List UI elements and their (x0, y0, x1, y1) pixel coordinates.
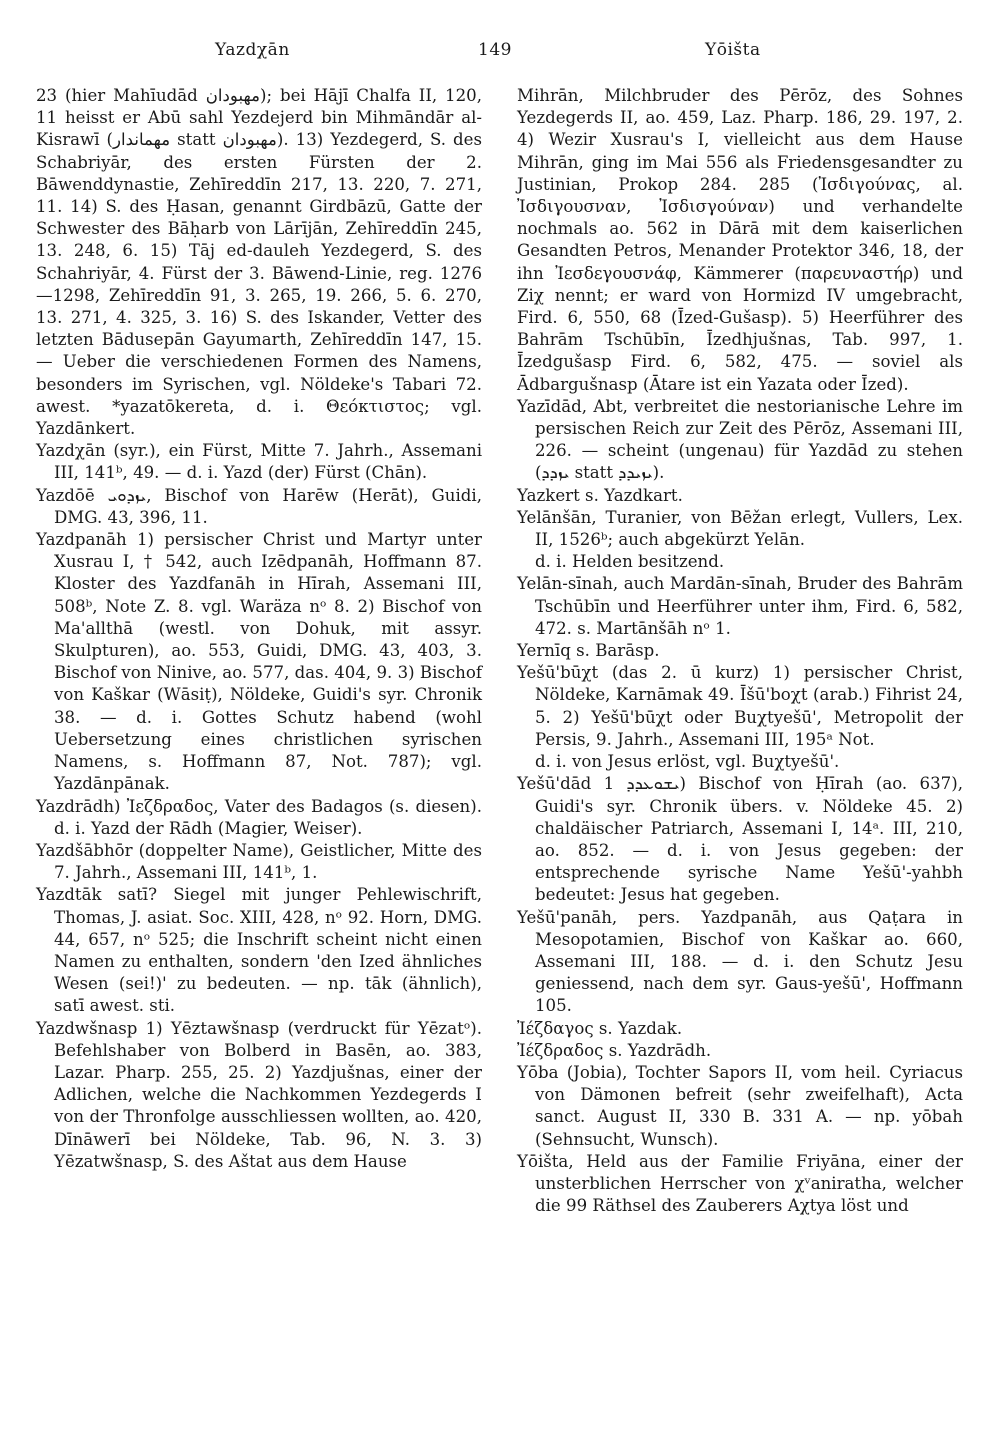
entry-subline: d. i. Helden besitzend. (535, 552, 725, 572)
right-column (517, 85, 963, 1217)
entry-yesubuxt: Yešū'būχt (das 2. ū kurz) 1) persischer Christ, Nöldeke, Karnāmak 49. Īšū'boχt (arab.) Fihrist 24, 5. 2) Yešū'būχt oder Buχtyešū', Metropolit der Persis, 9. Jahrh., Assemani III, 195ᵃ Not. (517, 663, 963, 749)
entry-iezdrados: Ἰέζδραδος s. Yazdrādh. (517, 1040, 712, 1060)
entry-yazidad: Yazīdād, Abt, verbreitet die nestorianische Lehre im persischen Reich zur Zeit des Pērōz, Assemani III, 226. — scheint (ungenau) für Yazdād zu stehen (ܝܙܕܕ statt ܝܙܝܕܕ). (517, 396, 963, 483)
entry-yazkert: Yazkert s. Yazdkart. (517, 485, 683, 505)
entry-yesudad: Yešū'dād ܝܫܘܥܕܕ 1) Bischof von Ḥīrah (ao. 637), Guidi's syr. Chronik übers. v. Nöldeke 45. 2) chaldäischer Patriarch, Assemani I, 14ᵃ. III, 210, ao. 852. — d. i. von Jesus gegeben: der entsprechende syrische Name Yešū'-yahbh bedeutet: Jesus hat gegeben. (517, 774, 963, 905)
entry-yerniq: Yernīq s. Barāsp. (517, 641, 660, 661)
entry-yazdsabhor: Yazdšābhōr (doppelter Name), Geistlicher, Mitte des 7. Jahrh., Assemani III, 141ᵇ, 1. (36, 840, 482, 883)
entry-yazdwsnasp: Yazdwšnasp 1) Yēztawšnasp (verdruckt für Yēzatᵒ). Befehlshaber von Bolberd in Basēn, ao. 383, Lazar. Pharp. 255, 25. 2) Yazdjušnas, einer der Adlichen, welche die Nachkommen Yezdegerds I von der Thronfolge ausschliessen wollten, ao. 420, Dīnāwerī bei Nöldeke, Tab. 96, N. 3. 3) Yēzatwšnasp, S. des Aštat aus dem Hause (36, 1018, 482, 1171)
page-number: 149 (478, 40, 512, 60)
entry-iezdagos: Ἰέζδαγος s. Yazdak. (517, 1018, 683, 1038)
entry-yoba: Yōba (Jobia), Tochter Sapors II, vom heil. Cyriacus von Dämonen befreit (sehr zweifelhaft), Acta sanct. August II, 330 B. 331 A. — np. yōbah (Sehnsucht, Wunsch). (517, 1062, 963, 1149)
running-head-right: Yōišta (705, 40, 761, 60)
entry-yesupanah: Yešū'panāh, pers. Yazdpanāh, aus Qaṭara in Mesopotamien, Bischof von Kaškar ao. 660, Assemani III, 188. — d. i. den Schutz Jesu geniessend, nach dem syr. Gaus-yešū', Hoffmann 105. (517, 907, 963, 1016)
entry-yelansan: Yelānšān, Turanier, von Bēžan erlegt, Vullers, Lex. II, 1526ᵇ; auch abgekürzt Yelān. (517, 507, 963, 550)
left-column (36, 85, 482, 1173)
entry-yazdtak: Yazdtāk satī? Siegel mit junger Pehlewischrift, Thomas, J. asiat. Soc. XIII, 428, nᵒ 92. Horn, DMG. 44, 657, nᵒ 525; die Inschrift scheint nicht einen Namen zu enthalten, sondern 'den Ized ähnliches Wesen (sei!)' zu bedeuten. — np. tāk (ähnlich), satī awest. sti. (36, 885, 482, 1016)
entry-continuation: Mihrān, Milchbruder des Pērōz, des Sohnes Yezdegerds II, ao. 459, Laz. Pharp. 186, 29. 197, 2. 4) Wezir Xusrau's I, vielleicht aus dem Hause Mihrān, ging im Mai 556 als Friedensgesandter zu Justinian, Prokop 284. 285 (Ἰσδιγούνας, al. Ἰσδιγουσναν, Ἰσδισγούναν) und verhandelte nochmals ao. 562 in Dārā mit dem kaiserlichen Gesandten Petros, Menander Protektor 346, 18, der ihn Ἰεσδεγουσνάφ, Kämmerer (παρευναστήρ) und Ziχ nennt; er ward von Hormizd IV umgebracht, Fird. 6, 550, 68 (Īzed-Gušasp). 5) Heerführer des Bahrām Tschūbīn, Īzedhjušnas, Tab. 997, 1. Īzedgušasp Fird. 6, 582, 475. — soviel als Ādbargušnasp (Ātare ist ein Yazata oder Īzed). (517, 86, 963, 394)
entry-yazdpanah: Yazdpanāh 1) persischer Christ und Martyr unter Xusrau I, † 542, auch Izēdpanāh, Hoffmann 87. Kloster des Yazdfanāh in Hīrah, Assemani III, 508ᵇ, Note Z. 8. vgl. Waräza nᵒ 8. 2) Bischof von Ma'allthā (westl. von Dohuk, mit assyr. Skulpturen), ao. 553, Guidi, DMG. 43, 403, 3. Bischof von Ninive, ao. 577, das. 404, 9. 3) Bischof von Kaškar (Wāsiṭ), Nöldeke, Guidi's syr. Chronik 38. — d. i. Gottes Schutz habend (wohl Uebersetzung eines christlichen syrischen Namens, s. Hoffmann 87, Not. 787); vgl. Yazdānpānak. (36, 530, 483, 794)
running-head-left: Yazdχān (215, 40, 290, 60)
entry-subline: d. i. von Jesus erlöst, vgl. Buχtyešū'. (535, 752, 840, 772)
entry-yoista: Yōišta, Held aus der Familie Friyāna, einer der unsterblichen Herrscher von χᵛaniratha, welcher die 99 Räthsel des Zauberers Aχtya löst und (517, 1151, 963, 1216)
entry-continuation: 23 (hier Mahīudād مهبودان); bei Hājī Chalfa II, 120, 11 heisst er Abū sahl Yezdejerd bin Mihmāndār al-Kisrawī (مهماندار statt مهبودان). 13) Yezdegerd, S. des Schabriyār, des ersten Fürsten der 2. Bāwenddynastie, Zehīreddīn 217, 13. 220, 7. 271, 11. 14) S. des Ḥasan, genannt Girdbāzū, Gatte der Schwester des Bāḥarb von Lārījān, Zehīreddīn 245, 13. 248, 6. 15) Tāj ed-dauleh Yezdegerd, S. des Schahriyār, 4. Fürst der 3. Bāwend-Linie, reg. 1276—1298, Zehīreddīn 91, 3. 265, 19. 266, 5. 6. 270, 13. 271, 4. 325, 3. 16) S. des Iskander, Vetter des letzten Bādusepān Gayumarth, Zehīreddīn 147, 15. — Ueber die verschiedenen Formen des Namens, besonders im Syrischen, vgl. Nöldeke's Tabari 72. awest. *yazatōkereta, d. i. Θεόκτιστος; vgl. Yazdānkert. (36, 86, 483, 439)
entry-yazdoe: Yazdōē ܝܙܕܘܝ, Bischof von Harēw (Herāt), Guidi, DMG. 43, 396, 11. (36, 485, 482, 527)
entry-yazdradh: Yazdrādh) Ἰεζδραδος, Vater des Badagos (s. diesen). d. i. Yazd der Rādh (Magier, Weiser). (36, 796, 482, 838)
entry-yelan-sinah: Yelān-sīnah, auch Mardān-sīnah, Bruder des Bahrām Tschūbīn und Heerführer unter ihm, Fird. 6, 582, 472. s. Martānšāh nᵒ 1. (517, 574, 963, 638)
entry-yazdxan: Yazdχān (syr.), ein Fürst, Mitte 7. Jahrh., Assemani III, 141ᵇ, 49. — d. i. Yazd (der) Fürst (Chān). (36, 441, 482, 483)
